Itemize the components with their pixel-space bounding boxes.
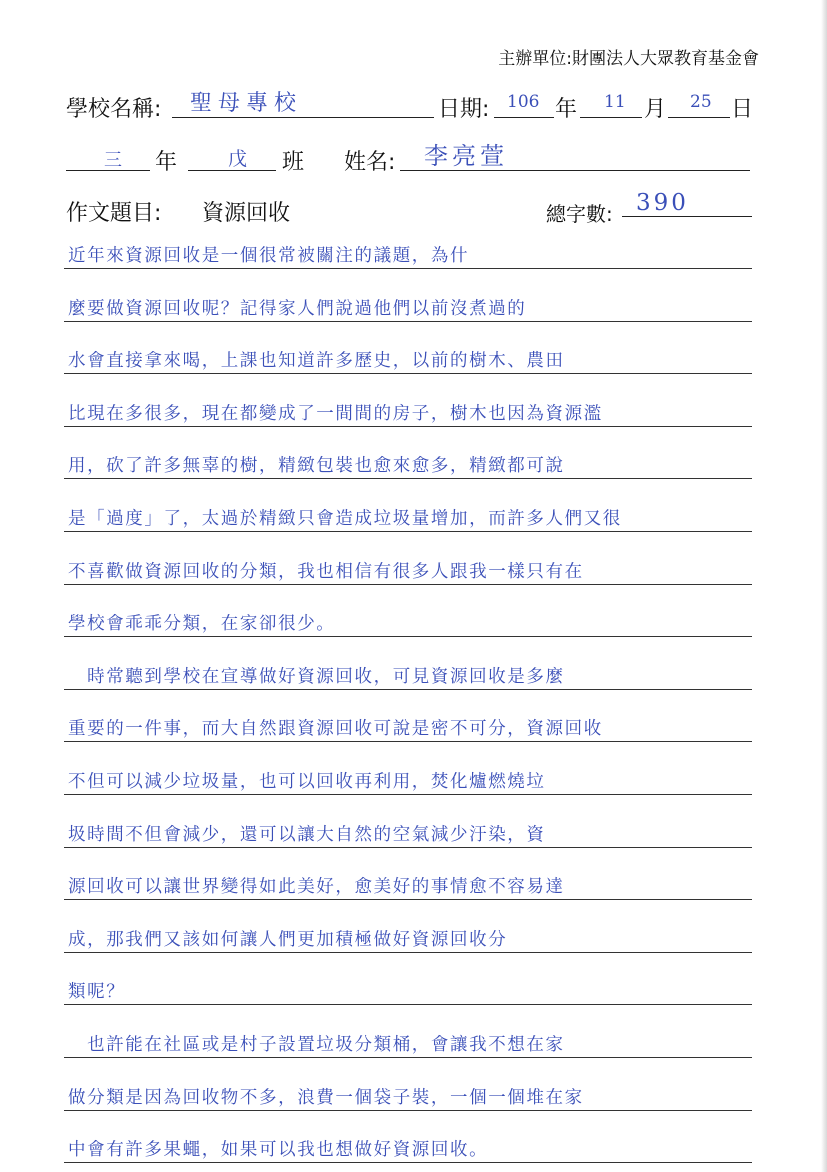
ruled-line xyxy=(64,373,752,374)
ruled-line xyxy=(64,531,752,532)
year-label: 年 xyxy=(555,97,578,122)
month-label: 月 xyxy=(644,97,667,122)
essay-line: 源回收可以讓世界變得如此美好，愈美好的事情愈不容易達 xyxy=(68,877,565,898)
ruled-line xyxy=(64,636,752,637)
ruled-line xyxy=(64,1057,752,1058)
day-value: 25 xyxy=(690,92,712,112)
grade-underline xyxy=(66,170,150,171)
essay-line: 學校會乖乖分類，在家卻很少。 xyxy=(68,614,336,635)
essay-line: 麼要做資源回收呢？記得家人們說過他們以前沒煮過的 xyxy=(68,298,527,319)
ruled-line xyxy=(64,794,752,795)
essay-line: 不但可以減少垃圾量，也可以回收再利用，焚化爐燃燒垃 xyxy=(68,772,546,792)
year-underline xyxy=(494,117,554,118)
grade-value: 三 xyxy=(104,150,122,171)
ruled-line xyxy=(64,268,752,269)
essay-line: 重要的一件事，而大自然跟資源回收可說是密不可分，資源回收 xyxy=(68,719,603,740)
essay-line: 時常聽到學校在宣導做好資源回收，可見資源回收是多麼 xyxy=(68,666,565,687)
ruled-line xyxy=(64,1004,752,1005)
wordcount-underline xyxy=(622,216,752,217)
ruled-line xyxy=(64,584,752,585)
name-label: 姓名: xyxy=(344,150,396,175)
topic-value: 資源回收 xyxy=(202,201,291,226)
essay-line: 水會直接拿來喝，上課也知道許多歷史，以前的樹木、農田 xyxy=(68,351,565,372)
essay-line: 不喜歡做資源回收的分類，我也相信有很多人跟我一樣只有在 xyxy=(68,561,584,582)
essay-line: 比現在多很多，現在都變成了一間間的房子，樹木也因為資源濫 xyxy=(68,403,603,424)
essay-line: 成，那我們又該如何讓人們更加積極做好資源回收分 xyxy=(68,929,508,950)
name-underline xyxy=(400,170,750,171)
ruled-line xyxy=(64,952,752,953)
essay-line: 圾時間不但會減少，還可以讓大自然的空氣減少汙染，資 xyxy=(68,824,546,845)
school-label: 學校名稱: xyxy=(66,97,162,122)
school-value: 聖母專校 xyxy=(190,91,303,116)
ruled-line xyxy=(64,321,752,322)
essay-line: 用，砍了許多無辜的樹，精緻包裝也愈來愈多，精緻都可說 xyxy=(68,456,565,477)
class-value: 戊 xyxy=(228,148,248,170)
essay-line: 是「過度」了，太過於精緻只會造成垃圾量增加，而許多人們又很 xyxy=(68,509,622,529)
name-value: 李亮萱 xyxy=(424,142,508,170)
page-edge xyxy=(821,0,827,1172)
essay-line: 中會有許多果蠅，如果可以我也想做好資源回收。 xyxy=(68,1140,489,1161)
day-label: 日 xyxy=(731,97,754,122)
essay-line: 做分類是因為回收物不多，浪費一個袋子裝，一個一個堆在家 xyxy=(68,1087,584,1108)
wordcount-value: 390 xyxy=(636,190,689,216)
ruled-line xyxy=(64,689,752,690)
wordcount-label: 總字數: xyxy=(546,202,613,226)
ruled-line xyxy=(64,899,752,900)
year-value: 106 xyxy=(507,92,540,112)
essay-line: 也許能在社區或是村子設置垃圾分類桶，會讓我不想在家 xyxy=(68,1035,565,1055)
ruled-line xyxy=(64,478,752,479)
class-underline xyxy=(188,170,276,171)
grade-label: 年 xyxy=(155,150,178,175)
topic-label: 作文題目: xyxy=(66,201,162,226)
class-label: 班 xyxy=(282,150,305,175)
day-underline xyxy=(668,117,730,118)
ruled-line xyxy=(64,426,752,427)
ruled-line xyxy=(64,741,752,742)
essay-line: 近年來資源回收是一個很常被關注的議題，為什 xyxy=(68,246,470,266)
essay-line: 類呢？ xyxy=(68,982,126,1003)
date-label: 日期: xyxy=(438,97,490,122)
sponsor-line: 主辦單位:財團法人大眾教育基金會 xyxy=(498,49,759,69)
school-underline xyxy=(172,117,434,118)
ruled-line xyxy=(64,1162,752,1163)
ruled-line xyxy=(64,1110,752,1111)
ruled-line xyxy=(64,847,752,848)
month-underline xyxy=(580,117,642,118)
month-value: 11 xyxy=(604,92,626,112)
